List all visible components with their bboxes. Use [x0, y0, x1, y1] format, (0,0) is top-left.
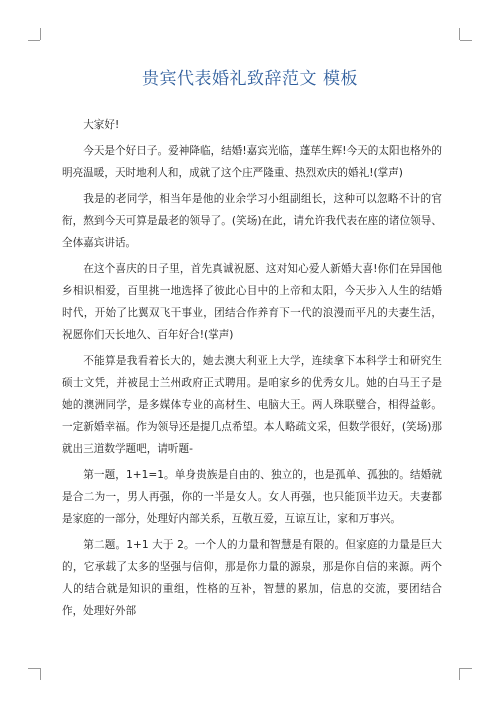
paragraph: 在这个喜庆的日子里，首先真诚祝愿、这对知心爱人新婚大喜!你们在异国他乡相识相爱，百里挑一地选择了彼此心目中的上帝和太阳，今天步入人生的结婚时代，开始了比翼双飞干事业，团结合作养育下一代的浪漫而平凡的夫妻生活，祝愿你们天长地久、百年好合!(掌声): [62, 263, 442, 341]
crop-mark-top-right-v: [459, 28, 460, 40]
crop-mark-top-right-h: [460, 40, 472, 41]
paragraph: 第二题。1+1 大于 2。一个人的力量和智慧是有限的。但家庭的力量是巨大的，它承载了太多的坚强与信仰，那是你力量的源泉，那是你自信的来源。两个人的结合就是知识的重组，性格的互补，智慧的累加，信息的交流，要团结合作，处理好外部: [62, 539, 442, 617]
paragraph-greeting: 大家好!: [83, 119, 120, 131]
document-body: [62, 114, 442, 626]
paragraph: 不能算是我看着长大的，她去澳大利亚上大学，连续拿下本科学士和研究生硕士文凭，并被昆士兰州政府正式聘用。是咱家乡的优秀女儿。她的白马王子是她的澳洲同学，是多媒体专业的高材生、电脑大王。两人珠联璧合，相得益彰。一定新婚幸福。作为领导还是提几点希望。本人略疏文采，但数学很好，(笑场)那就出三道数学题吧，请听题-: [62, 355, 442, 455]
crop-mark-top-left-v: [40, 28, 41, 40]
paragraph: 我是的老同学，相当年是他的业余学习小组副组长，这种可以忽略不计的官衔，熬到今天可算是最老的领导了。(笑场)在此，请允许我代表在座的诸位领导、全体嘉宾讲话。: [62, 193, 442, 249]
crop-mark-bottom-left-h: [28, 668, 40, 669]
crop-mark-bottom-right-h: [460, 668, 472, 669]
paragraph: 第一题，1+1=1。单身贵族是自由的、独立的，也是孤单、孤独的。结婚就是合二为一，男人再强，你的一半是女人。女人再强，也只能顶半边天。夫妻都是家庭的一部分，处理好内部关系，互敬互爱，互谅互让，家和万事兴。: [62, 469, 442, 525]
crop-mark-bottom-left-v: [40, 668, 41, 680]
document-title: 贵宾代表婚礼致辞范文 模板: [142, 69, 358, 89]
paragraph: 今天是个好日子。爱神降临，结婚!嘉宾光临，蓬荜生辉!今天的太阳也格外的明亮温暖，天时地利人和，成就了这个庄严隆重、热烈欢庆的婚礼!(掌声): [62, 145, 442, 179]
crop-mark-top-left-h: [28, 40, 40, 41]
crop-mark-bottom-right-v: [459, 668, 460, 680]
